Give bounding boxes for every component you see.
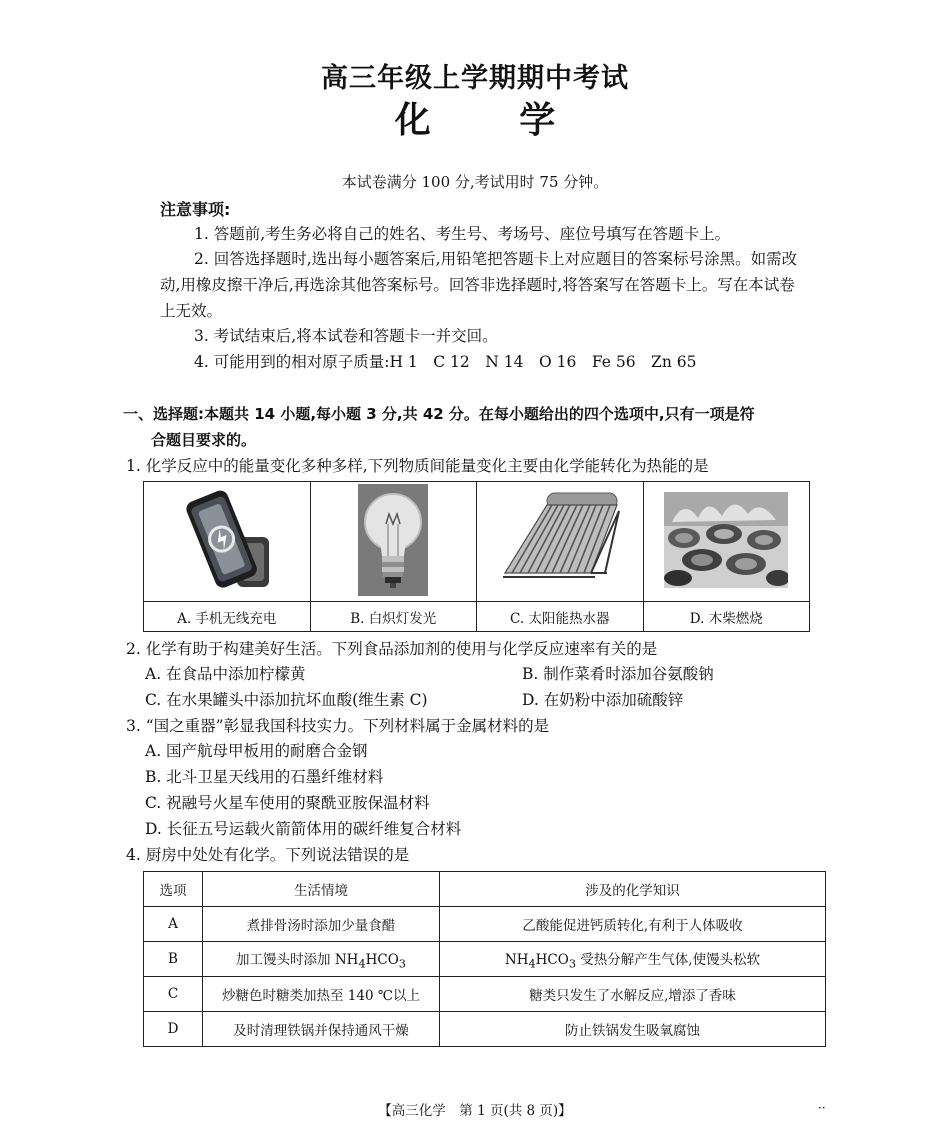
table-row xyxy=(144,907,826,942)
row-b-know-text: NH xyxy=(504,951,529,968)
question-4-stem: 4. 厨房中处处有化学。下列说法错误的是 xyxy=(126,846,410,864)
row-a-option: A xyxy=(144,907,203,942)
option-b-caption: B. 白炽灯发光 xyxy=(310,602,477,632)
table-header-scene: 生活情境 xyxy=(203,872,440,907)
notice-heading: 注意事项: xyxy=(160,200,231,219)
row-a-knowledge: 乙酸能促进钙质转化,有利于人体吸收 xyxy=(440,907,826,942)
solar-water-heater-icon xyxy=(495,487,625,592)
table-row xyxy=(144,1012,826,1047)
table-row xyxy=(144,942,826,977)
notice-item-3: 3. 考试结束后,将本试卷和答题卡一并交回。 xyxy=(194,327,498,345)
burning-wood-icon xyxy=(664,492,788,588)
notice-item-2: 2. 回答选择题时,选出每小题答案后,用铅笔把答题卡上对应题目的答案标号涂黑。如需改动,用橡皮擦干净后,再选涂其他答案标号。回答非选择题时,将答案写在答题卡上。写在本试卷上无效。 xyxy=(160,250,798,320)
question-3-option-d: D. 长征五号运载火箭箭体用的碳纤维复合材料 xyxy=(145,820,462,838)
row-b-option: B xyxy=(144,942,203,977)
subject-char-2: 学 xyxy=(519,100,556,141)
row-b-know-sub-1: 4 xyxy=(528,957,536,971)
table-header-option: 选项 xyxy=(144,872,203,907)
option-d-image-cell xyxy=(643,482,810,602)
row-b-know-sub-2: 3 xyxy=(568,957,576,971)
notice-item-4: 4. 可能用到的相对原子质量:H 1 C 12 N 14 O 16 Fe 56 Zn 65 xyxy=(194,353,697,371)
question-1-options-table xyxy=(143,481,810,632)
row-c-knowledge: 糖类只发生了水解反应,增添了香味 xyxy=(440,977,826,1012)
option-a-caption: A. 手机无线充电 xyxy=(144,602,311,632)
row-b-know-text-2: HCO xyxy=(535,951,569,968)
table-row xyxy=(144,977,826,1012)
row-d-option: D xyxy=(144,1012,203,1047)
question-2-option-c: C. 在水果罐头中添加抗坏血酸(维生素 C) xyxy=(145,691,428,709)
exam-title: 高三年级上学期期中考试 xyxy=(321,63,629,94)
question-2-option-b: B. 制作菜肴时添加谷氨酸钠 xyxy=(522,665,714,683)
question-3-option-c: C. 祝融号火星车使用的聚酰亚胺保温材料 xyxy=(145,794,430,812)
question-2-option-a: A. 在食品中添加柠檬黄 xyxy=(145,665,306,683)
option-c-image-cell xyxy=(477,482,644,602)
corner-mark: ·· xyxy=(818,1101,826,1115)
row-c-option: C xyxy=(144,977,203,1012)
row-d-knowledge: 防止铁锅发生吸氧腐蚀 xyxy=(440,1012,826,1047)
row-d-scene: 及时清理铁锅并保持通风干燥 xyxy=(203,1012,440,1047)
option-c-caption: C. 太阳能热水器 xyxy=(477,602,644,632)
exam-info: 本试卷满分 100 分,考试用时 75 分钟。 xyxy=(341,173,609,191)
option-b-image-cell xyxy=(310,482,477,602)
option-a-image-cell xyxy=(144,482,311,602)
section-heading-line-1: 一、选择题:本题共 14 小题,每小题 3 分,共 42 分。在每小题给出的四个选项中,只有一项是符 xyxy=(123,405,755,423)
row-b-scene-text: 加工馒头时添加 NH xyxy=(236,951,359,968)
subject-char-1: 化 xyxy=(394,100,431,141)
section-heading xyxy=(123,401,838,453)
question-3-option-a: A. 国产航母甲板用的耐磨合金钢 xyxy=(145,742,368,760)
section-heading-line-2: 合题目要求的。 xyxy=(151,431,257,449)
row-b-knowledge xyxy=(440,942,826,977)
question-1-stem: 1. 化学反应中的能量变化多种多样,下列物质间能量变化主要由化学能转化为热能的是 xyxy=(126,457,709,475)
row-a-scene: 煮排骨汤时添加少量食醋 xyxy=(203,907,440,942)
question-3-stem: 3. “国之重器”彰显我国科技实力。下列材料属于金属材料的是 xyxy=(126,717,550,735)
row-b-scene-text-2: HCO xyxy=(365,951,399,968)
question-3-option-b: B. 北斗卫星天线用的石墨纤维材料 xyxy=(145,768,384,786)
table-header-row xyxy=(144,872,826,907)
row-b-know-text-3: 受热分解产生气体,使馒头松软 xyxy=(576,951,761,968)
row-b-scene-sub-1: 4 xyxy=(358,957,366,971)
phone-charging-icon xyxy=(182,485,272,595)
question-2-option-d: D. 在奶粉中添加硫酸锌 xyxy=(522,691,684,709)
page-footer: 【高三化学 第 1 页(共 8 页)】 xyxy=(378,1103,572,1119)
question-2-stem: 2. 化学有助于构建美好生活。下列食品添加剂的使用与化学反应速率有关的是 xyxy=(126,640,658,658)
subject-title xyxy=(0,92,950,143)
question-4-table xyxy=(143,871,826,1047)
row-c-scene: 炒糖色时糖类加热至 140 ℃以上 xyxy=(203,977,440,1012)
option-d-caption: D. 木柴燃烧 xyxy=(643,602,810,632)
row-b-scene-sub-2: 3 xyxy=(398,957,406,971)
row-b-scene xyxy=(203,942,440,977)
table-header-knowledge: 涉及的化学知识 xyxy=(440,872,826,907)
light-bulb-icon xyxy=(358,484,428,596)
notice-item-1: 1. 答题前,考生务必将自己的姓名、考生号、考场号、座位号填写在答题卡上。 xyxy=(194,225,731,243)
